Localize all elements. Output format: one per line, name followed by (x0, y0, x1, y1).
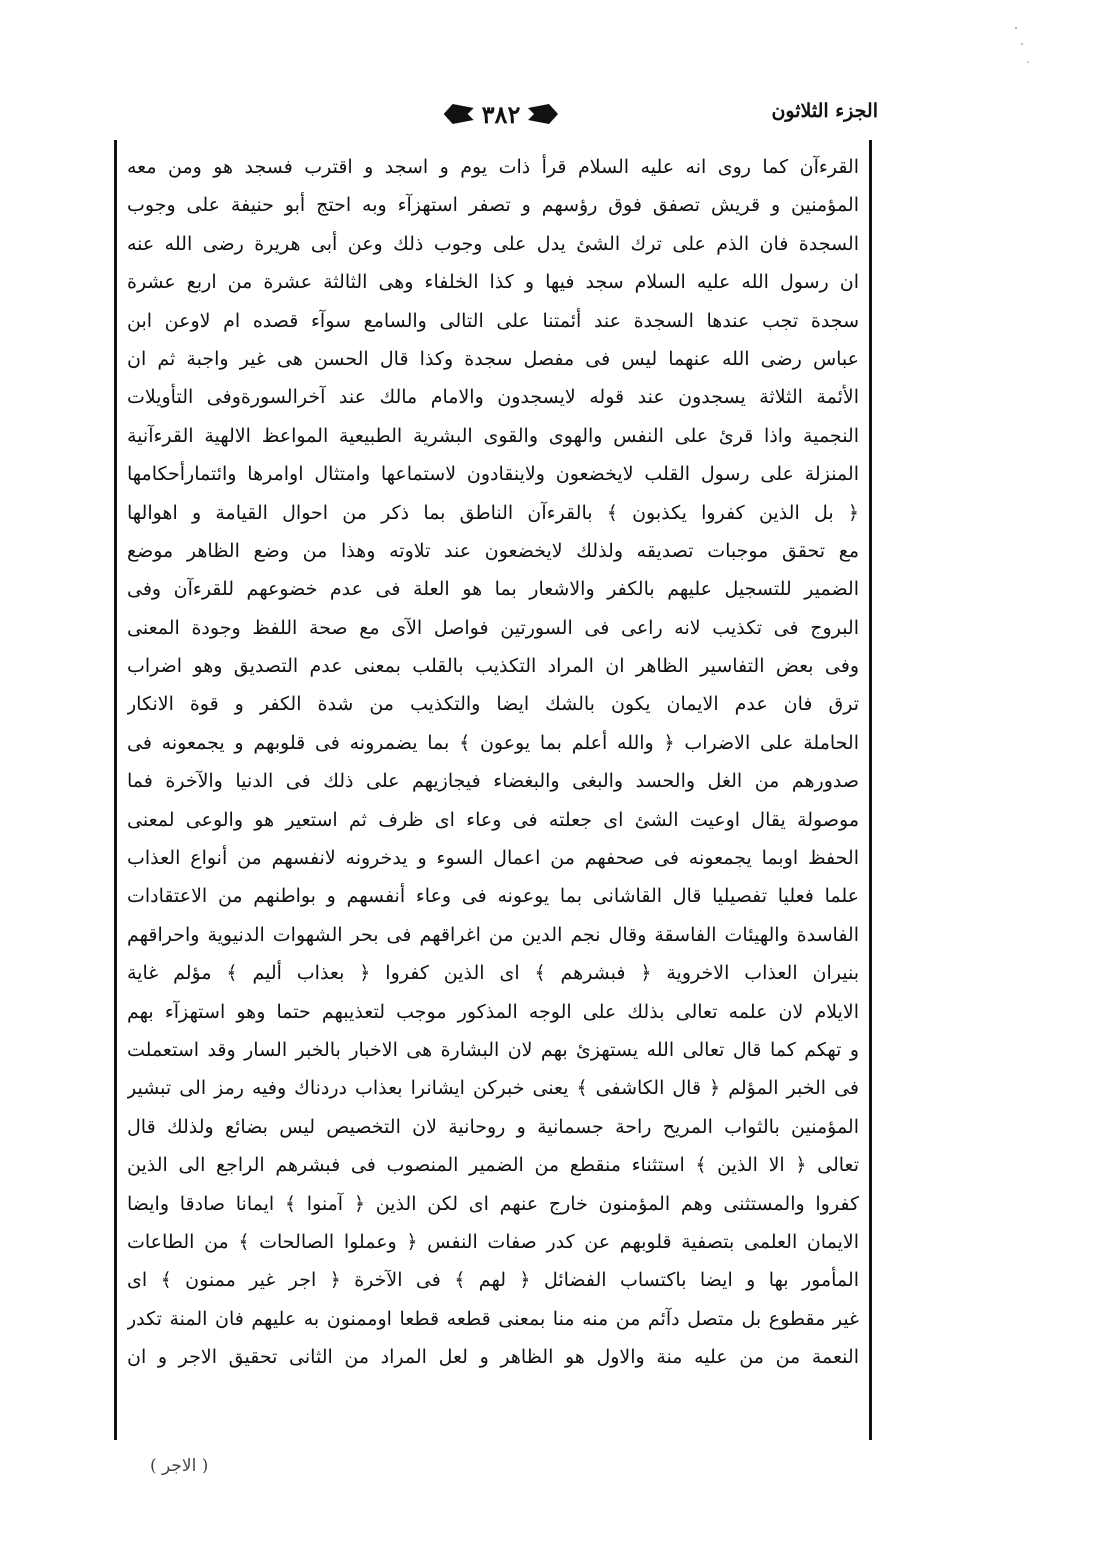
text-line: ﴿ بل الذين كفروا يكذبون ﴾ بالقرءآن الناطق بما ذكر من احوال القيامة و اهوالها (127, 501, 859, 524)
text-line: ان رسول الله عليه السلام سجد فيها و كذا الخلفاء وهى الثالثة عشرة من اربع عشرة (127, 271, 859, 294)
footer-catchword: ( الاجر ) (150, 1456, 209, 1476)
text-line: النعمة من من عليه منة والاول هو الظاهر و لعل المراد من الثانى تحقيق الاجر و ان (127, 1346, 859, 1369)
margin-specks (1010, 18, 1050, 78)
section-label: الجزء الثلاثون (771, 100, 878, 122)
page-number: ٣٨٢ (481, 99, 521, 129)
left-ornament-icon (444, 104, 474, 124)
text-line: المأمور بها و ايضا باكتساب الفضائل ﴿ لهم ﴾ فى الآخرة ﴿ اجر غير ممنون ﴾ اى (127, 1269, 859, 1292)
text-line: وفى بعض التفاسير الظاهر ان المراد التكذيب بالقلب بمعنى عدم التصديق وهو اضراب (127, 655, 859, 678)
text-line: النجمية واذا قرئ على النفس والهوى والقوى البشرية الطبيعية المواعظ الالهية القرءآنية (127, 424, 859, 447)
text-line: المؤمنين و قريش تصفق فوق رؤسهم و تصفر استهزآء وبه احتج أبو حنيفة على وجوب (127, 194, 859, 217)
text-line: صدورهم من الغل والحسد والبغى والبغضاء فيجازيهم على ذلك فى الدنيا والآخرة فما (127, 770, 859, 793)
text-line: الفاسدة والهيئات الفاسقة وقال نجم الدين من اغراقهم فى بحر الشهوات الدنيوية واحراقهم (127, 923, 859, 946)
text-line: الايمان العلمى بتصفية قلوبهم عن كدر صفات النفس ﴿ وعملوا الصالحات ﴾ من الطاعات (127, 1230, 859, 1253)
text-line: المنزلة على رسول القلب لايخضعون ولاينقادون لاستماعها وامتثال اوامرها وائتمارأحكامها (127, 463, 859, 486)
text-line: عباس رضى الله عنهما ليس فى مفصل سجدة وكذا قال الحسن هى غير واجبة ثم ان (127, 347, 859, 370)
text-line: موصولة يقال اوعيت الشئ اى جعلته فى وعاء اى ظرف ثم استعير هو والوعى لمعنى (127, 808, 859, 831)
text-line: مع تحقق موجبات تصديقه ولذلك لايخضعون عند تلاوته وهذا من وضع الظاهر موضع (127, 539, 859, 562)
text-line: الأئمة الثلاثة يسجدون عند قوله لايسجدون والامام مالك عند آخرالسورةوفى التأويلات (127, 386, 859, 409)
text-line: و تهكم كما قال تعالى الله يستهزئ بهم لان البشارة هى الاخبار بالخبر السار وقد استعملت (127, 1038, 859, 1061)
text-line: الحفظ اوبما يجمعونه فى صحفهم من اعمال السوء و يدخرونه لانفسهم من أنواع العذاب (127, 847, 859, 870)
text-line: البروج فى تكذيب لانه راعى فى السورتين فواصل الآى مع صحة اللفظ وجودة المعنى (127, 616, 859, 639)
text-line: ترق فان عدم الايمان يكون بالشك ايضا والتكذيب من شدة الكفر و قوة الانكار (127, 693, 859, 716)
text-line: غير مقطوع بل متصل دآئم من منه منا بمعنى قطعه قطعا اوممنون به عليهم فان المنة تكدر (127, 1307, 859, 1330)
text-line: سجدة تجب عندها السجدة عند أئمتنا على التالى والسامع سوآء قصده ام لاوعن ابن (127, 309, 859, 332)
text-line: علما فعليا تفصيليا قال القاشانى بما يوعونه فى وعاء أنفسهم و بواطنهم من الاعتقادات (127, 885, 859, 908)
text-line: فى الخبر المؤلم ﴿ قال الكاشفى ﴾ يعنى خبركن ايشانرا بعذاب دردناك وفيه رمز الى تبشير (127, 1077, 859, 1100)
text-line: الضمير للتسجيل عليهم بالكفر والاشعار بما هو العلة فى عدم خضوعهم للقرءآن وفى (127, 578, 859, 601)
page-header (118, 92, 878, 136)
text-line: كفروا والمستثنى وهم المؤمنون خارج عنهم اى لكن الذين ﴿ آمنوا ﴾ ايمانا صادقا وايضا (127, 1192, 859, 1215)
text-line: المؤمنين بالثواب المريح راحة جسمانية و روحانية لان التخصيص ليس بضائع ولذلك قال (127, 1115, 859, 1138)
text-body (127, 148, 859, 1377)
text-frame (114, 140, 872, 1440)
text-line: السجدة فان الذم على ترك الشئ يدل على وجوب ذلك وعن أبى هريرة رضى الله عنه (127, 232, 859, 255)
text-line: القرءآن كما روى انه عليه السلام قرأ ذات يوم و اسجد و اقترب فسجد هو ومن معه (127, 156, 859, 178)
text-line: الحاملة على الاضراب ﴿ والله أعلم بما يوعون ﴾ بما يضمرونه فى قلوبهم و يجمعونه فى (127, 731, 859, 754)
right-ornament-icon (528, 104, 558, 124)
page-number-ornament (436, 96, 566, 132)
text-line: بنيران العذاب الاخروية ﴿ فبشرهم ﴾ اى الذين كفروا ﴿ بعذاب أليم ﴾ مؤلم غاية (127, 962, 859, 985)
text-line: الايلام لان علمه تعالى بذلك على الوجه المذكور موجب لتعذيبهم حتما وهو استهزآء بهم (127, 1000, 859, 1023)
text-line: تعالى ﴿ الا الذين ﴾ استثناء منقطع من الضمير المنصوب فى فبشرهم الراجع الى الذين (127, 1154, 859, 1177)
